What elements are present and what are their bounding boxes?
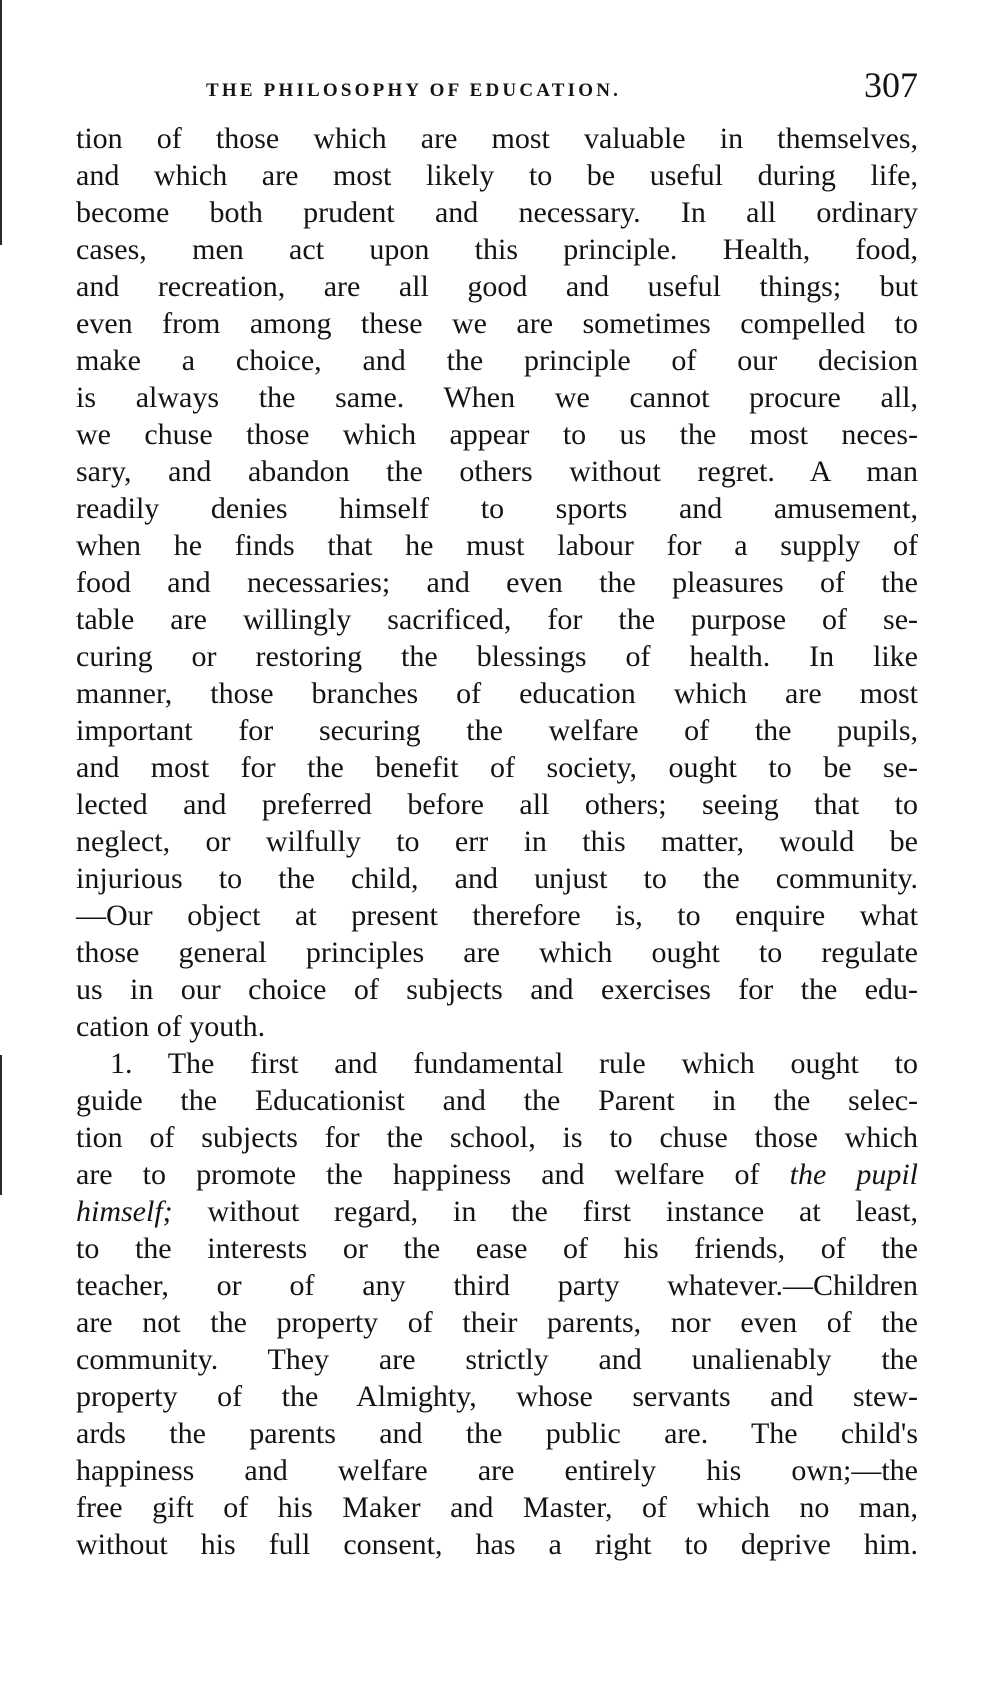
text-line: —Our object at present therefore is, to enquire what	[76, 899, 918, 932]
running-head-title: THE PHILOSOPHY OF EDUCATION.	[206, 80, 622, 101]
text-line: ards the parents and the public are. The child's	[76, 1417, 918, 1450]
emphasis-text: himself;	[76, 1195, 173, 1228]
text-line: curing or restoring the blessings of health. In like	[76, 640, 918, 673]
text-line: even from among these we are sometimes compelled to	[76, 307, 918, 340]
text-line: neglect, or wilfully to err in this matter, would be	[76, 825, 918, 858]
page-edge-rule	[0, 1055, 2, 1195]
text-line: free gift of his Maker and Master, of which no man,	[76, 1491, 918, 1524]
text-line: and recreation, are all good and useful things; but	[76, 270, 918, 303]
body-text	[76, 120, 918, 1563]
text-line: readily denies himself to sports and amusement,	[76, 492, 918, 525]
text-line: important for securing the welfare of the pupils,	[76, 714, 918, 747]
text-line: tion of subjects for the school, is to chuse those which	[76, 1121, 918, 1154]
text-line: those general principles are which ought to regulate	[76, 936, 918, 969]
text-line: to the interests or the ease of his friends, of the	[76, 1232, 918, 1265]
text-line: and most for the benefit of society, ought to be se-	[76, 751, 918, 784]
text-line: cation of youth.	[76, 1010, 266, 1043]
text-line: community. They are strictly and unalienably the	[76, 1343, 918, 1376]
text-line: tion of those which are most valuable in themselves,	[76, 122, 918, 155]
text-line: us in our choice of subjects and exercises for the edu-	[76, 973, 918, 1006]
text-line: teacher, or of any third party whatever.—Children	[76, 1269, 918, 1302]
text-line: make a choice, and the principle of our decision	[76, 344, 918, 377]
text-line: happiness and welfare are entirely his own;—the	[76, 1454, 918, 1487]
text-line: sary, and abandon the others without regret. A man	[76, 455, 918, 488]
page-edge-rule	[0, 0, 2, 245]
text-segment: without regard, in the first instance at least,	[207, 1195, 918, 1228]
text-line: when he finds that he must labour for a supply of	[76, 529, 918, 562]
text-line	[76, 1193, 918, 1230]
text-line: are not the property of their parents, nor even of the	[76, 1306, 918, 1339]
text-line: is always the same. When we cannot procure all,	[76, 381, 918, 414]
book-page	[76, 58, 918, 1563]
text-line: injurious to the child, and unjust to the community.	[76, 862, 918, 895]
text-line: lected and preferred before all others; seeing that to	[76, 788, 918, 821]
text-line: guide the Educationist and the Parent in the selec-	[76, 1084, 918, 1117]
text-line: property of the Almighty, whose servants and stew-	[76, 1380, 918, 1413]
text-line: 1. The first and fundamental rule which ought to	[110, 1047, 918, 1080]
text-line: cases, men act upon this principle. Health, food,	[76, 233, 918, 266]
text-line: table are willingly sacrificed, for the purpose of se-	[76, 603, 918, 636]
text-line: we chuse those which appear to us the most neces-	[76, 418, 918, 451]
emphasis-text: the pupil	[789, 1158, 918, 1191]
text-line	[76, 1156, 918, 1193]
text-segment: are to promote the happiness and welfare of	[76, 1158, 760, 1191]
text-line: manner, those branches of education which are most	[76, 677, 918, 710]
page-number: 307	[864, 65, 918, 105]
text-line: become both prudent and necessary. In all ordinary	[76, 196, 918, 229]
text-line: and which are most likely to be useful during life,	[76, 159, 918, 192]
running-head	[76, 58, 918, 120]
text-line: without his full consent, has a right to deprive him.	[76, 1528, 918, 1561]
text-line: food and necessaries; and even the pleasures of the	[76, 566, 918, 599]
